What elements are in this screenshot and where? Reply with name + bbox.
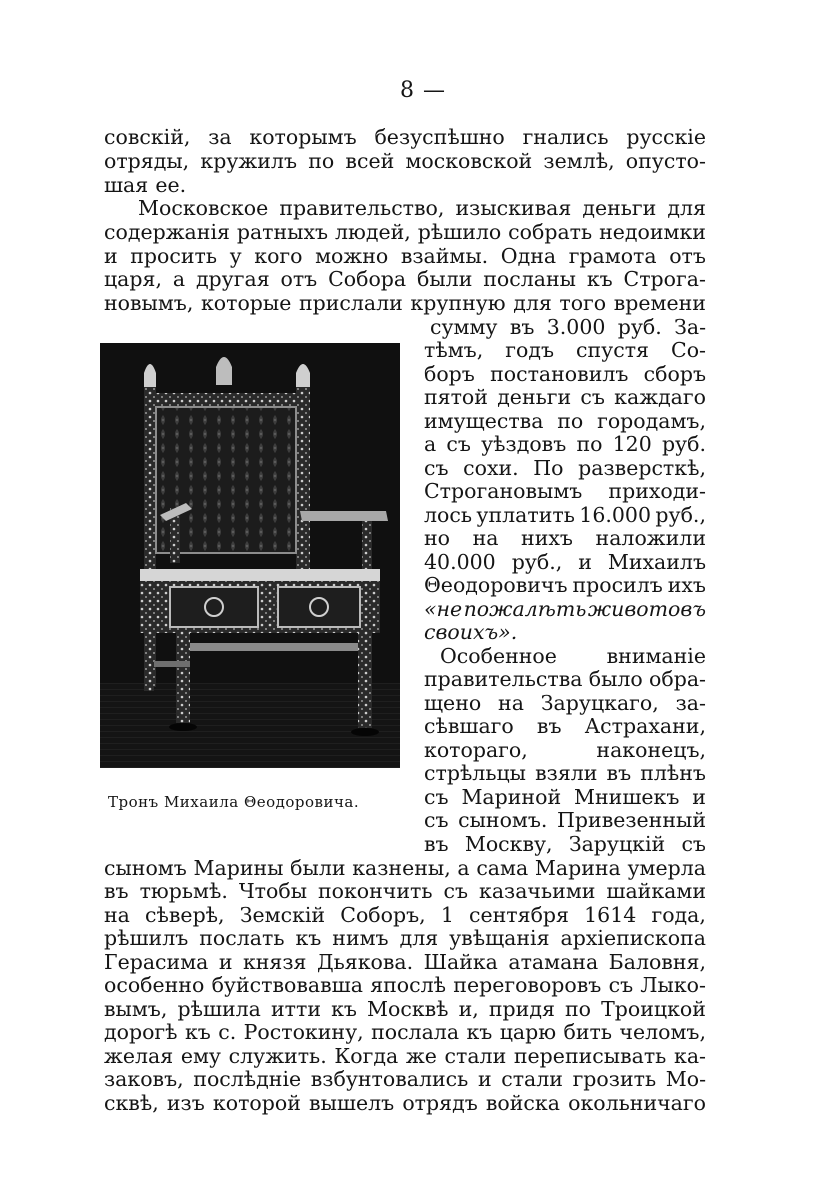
word: сыномъ. xyxy=(458,808,548,832)
word: и xyxy=(218,950,233,974)
word: руб. xyxy=(617,315,662,339)
text-line xyxy=(138,195,706,221)
word: «не xyxy=(424,597,463,621)
word: Мнишекъ xyxy=(574,785,680,809)
word: по xyxy=(564,997,591,1021)
text-line xyxy=(104,1090,706,1116)
text-line xyxy=(424,572,706,598)
word: придя xyxy=(488,997,555,1021)
word: котораго, xyxy=(424,738,528,762)
word: у xyxy=(229,244,242,268)
text-line xyxy=(424,666,706,692)
word: тюрьмѣ. xyxy=(139,879,228,903)
word: ка- xyxy=(674,1044,706,1068)
word: обра- xyxy=(649,667,706,691)
text-line xyxy=(104,1019,706,1045)
word: окольничаго xyxy=(568,1091,706,1115)
word: Особенное xyxy=(440,644,557,668)
word: япослѣ xyxy=(370,973,447,997)
word: Заруцкаго, xyxy=(540,691,659,715)
word: нихъ xyxy=(521,526,573,550)
word: руб. xyxy=(661,432,706,456)
word: которые xyxy=(200,291,292,315)
word: Со- xyxy=(671,338,706,362)
word: для xyxy=(667,196,706,220)
word: рѣшила xyxy=(177,997,261,1021)
word: сумму xyxy=(430,315,498,339)
word: за- xyxy=(675,691,706,715)
word: сѣвшаго xyxy=(424,714,514,738)
word: тѣмъ, xyxy=(424,338,484,362)
word: царю xyxy=(499,1020,557,1044)
word: имущества xyxy=(424,409,544,433)
word: деньги xyxy=(497,385,572,409)
word: сѣверѣ, xyxy=(145,903,225,927)
word: землѣ, xyxy=(543,149,615,173)
word: постановилъ xyxy=(490,362,629,386)
text-line xyxy=(424,431,706,457)
word: 1614 xyxy=(584,903,637,927)
word: Одна xyxy=(500,244,557,268)
word: на xyxy=(472,526,499,550)
word: того xyxy=(559,291,607,315)
word: по xyxy=(557,409,584,433)
word: переговоровъ xyxy=(453,973,602,997)
word: къ xyxy=(184,1020,211,1044)
word: За- xyxy=(674,315,706,339)
word: вниманіе xyxy=(606,644,706,668)
word: 120 xyxy=(612,432,652,456)
word: грозить xyxy=(572,1067,657,1091)
word: с. xyxy=(218,1020,237,1044)
text-line xyxy=(104,124,706,150)
word: сохи. xyxy=(463,456,519,480)
word: съ xyxy=(443,879,469,903)
word: боръ xyxy=(424,362,475,386)
word: сквѣ, xyxy=(104,1091,159,1115)
word: животовъ xyxy=(587,597,706,621)
word: на xyxy=(104,903,130,927)
word: въ xyxy=(104,879,129,903)
word: пожалѣть xyxy=(463,597,587,621)
figure-caption: Тронъ Михаила Θеодоровича. xyxy=(108,793,360,811)
word: спустя xyxy=(576,338,649,362)
word: Соборъ, xyxy=(340,903,426,927)
text-line xyxy=(424,831,706,857)
word: съ xyxy=(424,785,449,809)
word: въ xyxy=(606,761,632,785)
word: послала xyxy=(371,1020,460,1044)
word: съ xyxy=(580,385,605,409)
word: изыскивая xyxy=(455,196,572,220)
word: въ xyxy=(509,315,535,339)
word: къ xyxy=(466,1020,493,1044)
word: архіепископа xyxy=(560,926,706,950)
word: послать xyxy=(199,926,285,950)
word: гнались xyxy=(522,125,609,149)
word: приходи- xyxy=(608,479,706,503)
word: Земскій xyxy=(239,903,326,927)
word: Θеодоровичъ xyxy=(424,573,568,597)
word: вышелъ xyxy=(309,1091,395,1115)
text-line xyxy=(104,219,706,245)
word: можно xyxy=(315,244,389,268)
word: Московское xyxy=(138,196,269,220)
word: за xyxy=(208,125,232,149)
word: совскій, xyxy=(104,125,191,149)
word: Строга- xyxy=(623,267,706,291)
word: были xyxy=(417,267,473,291)
word: московской xyxy=(405,149,533,173)
text-line xyxy=(104,878,706,904)
word: Лыко- xyxy=(640,973,706,997)
word: съ xyxy=(424,808,449,832)
word: отрядъ xyxy=(402,1091,478,1115)
throne-illustration xyxy=(100,343,400,768)
word: къ xyxy=(295,926,322,950)
text-line xyxy=(424,713,706,739)
word: Шайка xyxy=(423,950,498,974)
word: особенно xyxy=(104,973,205,997)
word: Москвѣ xyxy=(367,997,449,1021)
word: которымъ xyxy=(249,125,357,149)
word: и, xyxy=(458,997,479,1021)
word: рѣшилъ xyxy=(104,926,189,950)
word: Михаилъ xyxy=(607,550,706,574)
word: щено xyxy=(424,691,482,715)
page-number: 8 — xyxy=(400,78,446,103)
word: къ xyxy=(331,997,357,1021)
word: казнены, xyxy=(352,856,451,880)
word: просилъ xyxy=(572,573,663,597)
word: кружилъ xyxy=(200,149,297,173)
word: уѣздовъ xyxy=(481,432,567,456)
text-line xyxy=(104,266,706,292)
word: умерла xyxy=(627,856,706,880)
word: наложили xyxy=(595,526,706,550)
word: шайками xyxy=(606,879,706,903)
word: ее. xyxy=(155,173,187,197)
word: просить xyxy=(130,244,218,268)
word: послѣдніе xyxy=(193,1067,302,1091)
word: ему xyxy=(180,1044,221,1068)
word: Строгановымъ xyxy=(424,479,583,503)
word: а xyxy=(424,432,437,456)
word: и xyxy=(578,550,592,574)
word: сыномъ xyxy=(104,856,187,880)
word: деньги xyxy=(582,196,657,220)
word: а xyxy=(457,856,470,880)
word: которой xyxy=(212,1091,301,1115)
word: 3.000 xyxy=(546,315,606,339)
word: на xyxy=(498,691,524,715)
word: Москву, xyxy=(464,832,553,856)
word: наконецъ, xyxy=(596,738,706,762)
word: царя, xyxy=(104,267,162,291)
figure-throne xyxy=(100,343,400,768)
text-line xyxy=(104,290,706,316)
text-line xyxy=(104,1066,706,1092)
word: Марины xyxy=(193,856,284,880)
word: Когда xyxy=(334,1044,399,1068)
text-line xyxy=(424,337,706,363)
word: изъ xyxy=(166,1091,205,1115)
word: сама xyxy=(476,856,529,880)
word: Чтобы xyxy=(238,879,308,903)
text-line xyxy=(424,807,706,833)
word: стали xyxy=(501,1067,563,1091)
word: крупную xyxy=(410,291,506,315)
word: атамана xyxy=(508,950,599,974)
word: переписывать xyxy=(513,1044,667,1068)
word: къ xyxy=(586,267,613,291)
word: покончить xyxy=(317,879,433,903)
word: и xyxy=(104,244,118,268)
word: новымъ, xyxy=(104,291,194,315)
word: русскіе xyxy=(626,125,706,149)
text-line xyxy=(424,384,706,410)
word: съ xyxy=(446,432,471,456)
word: по xyxy=(576,432,603,456)
word: стрѣльцы xyxy=(424,761,526,785)
word: бить xyxy=(563,1020,613,1044)
word: и xyxy=(692,785,706,809)
word: Троицкой xyxy=(601,997,706,1021)
word: вымъ, xyxy=(104,997,168,1021)
text-line xyxy=(424,619,706,645)
word: лось xyxy=(424,503,473,527)
word: отъ xyxy=(280,267,318,291)
word: правительства xyxy=(424,667,583,691)
word: Мариной xyxy=(461,785,562,809)
word: плѣнъ xyxy=(640,761,706,785)
word: заковъ, xyxy=(104,1067,184,1091)
word: По xyxy=(533,456,564,480)
word: отъ xyxy=(669,244,706,268)
text-line xyxy=(104,148,706,174)
word: было xyxy=(588,667,643,691)
word: сборъ xyxy=(643,362,706,386)
word: собрать xyxy=(508,220,593,244)
word: для xyxy=(399,926,439,950)
word: сентября xyxy=(469,903,569,927)
word: Герасима xyxy=(104,950,209,974)
word: 40.000 xyxy=(424,550,496,574)
word: ратныхъ xyxy=(236,220,329,244)
word: по xyxy=(308,149,335,173)
word: Мо- xyxy=(665,1067,706,1091)
text-line xyxy=(424,525,706,551)
word: въ xyxy=(424,832,449,856)
word: руб., xyxy=(511,550,563,574)
word: прислали xyxy=(298,291,403,315)
word: отряды, xyxy=(104,149,190,173)
word: своихъ». xyxy=(424,620,518,644)
word: недоимки xyxy=(599,220,706,244)
word: для xyxy=(513,291,552,315)
word: грамота xyxy=(568,244,657,268)
word: съ xyxy=(424,456,449,480)
word: года, xyxy=(651,903,706,927)
word: съ xyxy=(608,973,634,997)
word: а xyxy=(172,267,186,291)
word: челомъ, xyxy=(619,1020,706,1044)
text-line xyxy=(424,760,706,786)
word: годъ xyxy=(505,338,554,362)
word: князя xyxy=(242,950,307,974)
word: всей xyxy=(345,149,395,173)
word: ихъ xyxy=(667,573,706,597)
word: уплатить xyxy=(476,503,575,527)
word: шая xyxy=(104,173,149,197)
word: другая xyxy=(195,267,270,291)
word: опусто- xyxy=(625,149,706,173)
word: городамъ, xyxy=(597,409,706,433)
word: правительство, xyxy=(279,196,445,220)
word: Дьякова. xyxy=(316,950,414,974)
word: взаймы. xyxy=(400,244,489,268)
word: войска xyxy=(485,1091,560,1115)
text-line xyxy=(104,972,706,998)
text-line xyxy=(104,925,706,951)
word: кого xyxy=(254,244,303,268)
word: людей, xyxy=(335,220,411,244)
word: итти xyxy=(270,997,321,1021)
word: времени xyxy=(613,291,706,315)
word: стали xyxy=(444,1044,507,1068)
word: безуспѣшно xyxy=(374,125,505,149)
word: каждаго xyxy=(614,385,706,409)
word: же xyxy=(405,1044,437,1068)
word: казачьими xyxy=(479,879,596,903)
word: Заруцкій xyxy=(568,832,666,856)
word: Ростокину, xyxy=(243,1020,364,1044)
word: посланы xyxy=(483,267,576,291)
word: были xyxy=(290,856,346,880)
word: руб., xyxy=(655,503,706,527)
word: Марина xyxy=(534,856,621,880)
word: содержанія xyxy=(104,220,230,244)
word: взбунтовались xyxy=(310,1067,469,1091)
word: съ xyxy=(681,832,706,856)
word: желая xyxy=(104,1044,174,1068)
word: взяли xyxy=(535,761,598,785)
word: рѣшило xyxy=(417,220,502,244)
word: 16.000 xyxy=(579,503,652,527)
word: и xyxy=(477,1067,492,1091)
word: 1 xyxy=(440,903,454,927)
word: въ xyxy=(536,714,562,738)
word: служить. xyxy=(228,1044,327,1068)
word: Привезенный xyxy=(557,808,706,832)
word: пятой xyxy=(424,385,488,409)
word: разверсткѣ, xyxy=(578,456,706,480)
text-line xyxy=(424,478,706,504)
word: Собора xyxy=(328,267,407,291)
word: Баловня, xyxy=(608,950,706,974)
word: дорогѣ xyxy=(104,1020,178,1044)
word: буйствовавша xyxy=(211,973,363,997)
word: нимъ xyxy=(332,926,389,950)
word: увѣщанія xyxy=(449,926,550,950)
word: Астрахани, xyxy=(584,714,706,738)
word: но xyxy=(424,526,451,550)
